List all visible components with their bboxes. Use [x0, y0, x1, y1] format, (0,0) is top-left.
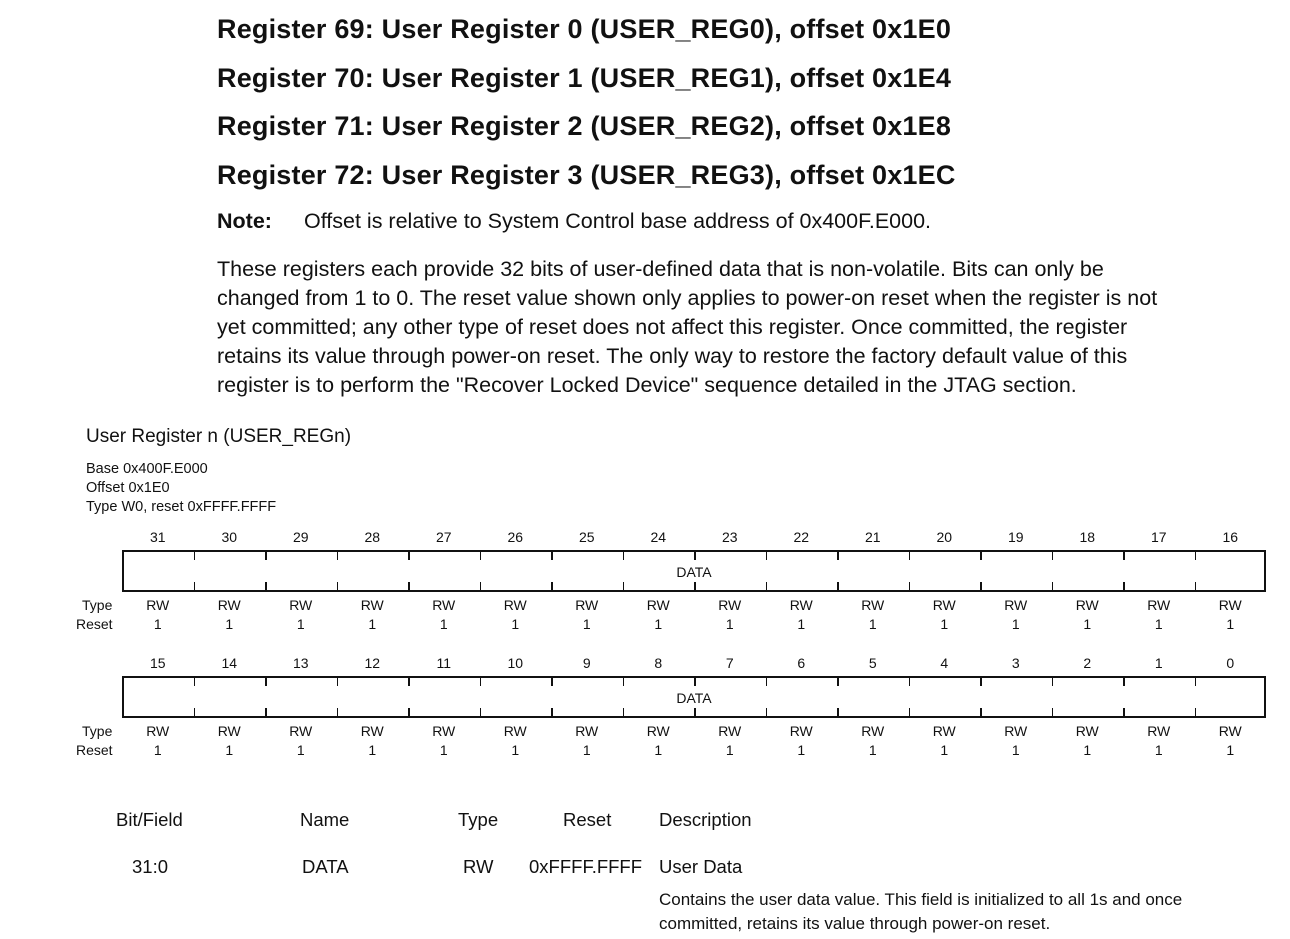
bit-type: RW [289, 723, 313, 739]
register-info [86, 460, 276, 517]
bit-type: RW [789, 723, 813, 739]
bit-number: 22 [793, 529, 810, 545]
note-label: Note: [217, 209, 272, 233]
bit-type: RW [1004, 723, 1028, 739]
bit-type: RW [1147, 723, 1171, 739]
bit-tick [265, 582, 267, 590]
bit-number: 20 [936, 529, 953, 545]
bit-type: RW [861, 723, 885, 739]
bit-tick [694, 552, 696, 560]
register-base: Base 0x400F.E000 [86, 461, 208, 477]
bit-number: 13 [292, 655, 309, 671]
field-label-data-lower: DATA [676, 690, 712, 706]
bit-type: RW [646, 597, 670, 613]
row-reset: 0xFFFF.FFFF [529, 856, 643, 877]
bit-reset: 1 [153, 616, 162, 632]
column-header-name: Name [300, 809, 350, 830]
field-label-data-upper: DATA [676, 564, 712, 580]
paragraph-line: retains its value through power-on reset. The only way to restore the factory default value of this [217, 344, 1128, 368]
bit-number: 31 [149, 529, 166, 545]
register-field-box-upper [122, 550, 1266, 592]
description-paragraph [217, 255, 1277, 400]
bit-number: 11 [436, 655, 452, 671]
bit-reset: 1 [511, 616, 520, 632]
bit-number: 28 [364, 529, 381, 545]
bit-number: 15 [149, 655, 166, 671]
bit-tick [837, 678, 839, 686]
bit-tick [980, 708, 982, 716]
bit-tick [766, 552, 768, 560]
bit-reset: 1 [797, 742, 806, 758]
bit-tick [480, 552, 482, 560]
bit-tick [551, 582, 553, 590]
bit-reset: 1 [439, 742, 448, 758]
bit-reset: 1 [225, 742, 234, 758]
bit-reset: 1 [153, 742, 162, 758]
bit-reset: 1 [511, 742, 520, 758]
note-text: Offset is relative to System Control base address of 0x400F.E000. [304, 209, 932, 233]
bit-number: 30 [221, 529, 238, 545]
bit-type: RW [432, 597, 456, 613]
bit-tick [408, 582, 410, 590]
bit-type: RW [718, 723, 742, 739]
bit-tick [551, 552, 553, 560]
column-header-type: Type [458, 809, 499, 830]
bit-reset: 1 [296, 742, 305, 758]
bit-type: RW [432, 723, 456, 739]
register-diagram-title: User Register n (USER_REGn) [86, 426, 352, 447]
bit-type: RW [1004, 597, 1028, 613]
bit-reset: 1 [654, 616, 663, 632]
bit-number: 9 [582, 655, 591, 671]
bit-tick [1123, 552, 1125, 560]
bit-tick [1195, 678, 1197, 686]
bit-number: 21 [864, 529, 881, 545]
bit-tick [194, 708, 196, 716]
bit-reset: 1 [868, 742, 877, 758]
bit-tick [1052, 708, 1054, 716]
bit-tick [265, 552, 267, 560]
bit-type: RW [575, 597, 599, 613]
bit-tick [551, 708, 553, 716]
bit-tick [408, 708, 410, 716]
register-offset: Offset 0x1E0 [86, 480, 170, 496]
bit-type: RW [503, 723, 527, 739]
bit-tick [1052, 582, 1054, 590]
bit-reset: 1 [439, 616, 448, 632]
bit-tick [1195, 582, 1197, 590]
bit-tick [694, 582, 696, 590]
bit-number: 23 [721, 529, 738, 545]
reset-row-label: Reset [76, 616, 113, 632]
bit-tick [1123, 582, 1125, 590]
row-type: RW [463, 856, 494, 877]
bit-number: 4 [940, 655, 949, 671]
description-detail-line: Contains the user data value. This field is initialized to all 1s and once [659, 890, 1183, 909]
bit-reset: 1 [940, 742, 949, 758]
bit-type: RW [1147, 597, 1171, 613]
bit-number: 3 [1011, 655, 1020, 671]
bit-reset: 1 [940, 616, 949, 632]
bit-tick [623, 582, 625, 590]
bit-reset: 1 [1226, 742, 1235, 758]
bit-tick [1123, 708, 1125, 716]
bit-reset: 1 [1154, 616, 1163, 632]
bit-reset: 1 [1011, 616, 1020, 632]
bit-reset: 1 [868, 616, 877, 632]
bit-type: RW [289, 597, 313, 613]
bit-type: RW [932, 723, 956, 739]
bit-tick [1195, 708, 1197, 716]
bit-tick [980, 582, 982, 590]
bit-type: RW [861, 597, 885, 613]
bit-number: 24 [650, 529, 667, 545]
bit-number: 6 [797, 655, 806, 671]
bit-type: RW [360, 723, 384, 739]
bit-reset: 1 [725, 616, 734, 632]
bit-type: RW [1218, 723, 1242, 739]
bit-tick [694, 678, 696, 686]
register-heading-69: Register 69: User Register 0 (USER_REG0), offset 0x1E0 [217, 14, 952, 44]
bit-tick [1052, 552, 1054, 560]
bit-reset: 1 [654, 742, 663, 758]
bit-tick [1195, 552, 1197, 560]
bit-number: 25 [578, 529, 595, 545]
bit-reset: 1 [368, 742, 377, 758]
bit-tick [980, 678, 982, 686]
bit-tick [766, 678, 768, 686]
description-detail-line: committed, retains its value through power-on reset. [659, 914, 1051, 933]
bit-type: RW [789, 597, 813, 613]
paragraph-line: These registers each provide 32 bits of user-defined data that is non-volatile. Bits can only be [217, 257, 1104, 281]
bit-number: 18 [1079, 529, 1096, 545]
bit-tick [623, 708, 625, 716]
register-field-box-lower [122, 676, 1266, 718]
bit-tick [265, 708, 267, 716]
bit-reset: 1 [1226, 616, 1235, 632]
bit-tick [909, 582, 911, 590]
row-description: User Data [659, 856, 743, 877]
bit-type: RW [146, 597, 170, 613]
row-name: DATA [302, 856, 349, 877]
bit-number: 26 [507, 529, 524, 545]
bit-reset: 1 [225, 616, 234, 632]
type-row-label: Type [82, 723, 113, 739]
bit-type: RW [1075, 723, 1099, 739]
register-heading-72: Register 72: User Register 3 (USER_REG3), offset 0x1EC [217, 160, 956, 190]
bit-tick [265, 678, 267, 686]
bit-tick [1052, 678, 1054, 686]
row-description-detail [659, 888, 1182, 936]
bit-tick [766, 708, 768, 716]
bit-reset: 1 [797, 616, 806, 632]
bit-type: RW [575, 723, 599, 739]
column-header-bitfield: Bit/Field [116, 809, 183, 830]
bit-number: 10 [507, 655, 524, 671]
bit-number: 29 [292, 529, 309, 545]
bit-reset: 1 [1154, 742, 1163, 758]
note [217, 209, 931, 234]
register-heading-70: Register 70: User Register 1 (USER_REG1), offset 0x1E4 [217, 63, 952, 93]
register-type-reset: Type W0, reset 0xFFFF.FFFF [86, 499, 277, 515]
bit-tick [337, 678, 339, 686]
bit-tick [480, 678, 482, 686]
bit-number: 1 [1154, 655, 1163, 671]
bit-tick [551, 678, 553, 686]
bit-reset: 1 [296, 616, 305, 632]
bit-reset: 1 [1011, 742, 1020, 758]
bit-tick [337, 552, 339, 560]
bit-tick [194, 678, 196, 686]
column-header-description: Description [659, 809, 752, 830]
bit-number: 17 [1150, 529, 1167, 545]
bit-reset: 1 [582, 742, 591, 758]
bit-tick [694, 708, 696, 716]
bit-number: 0 [1226, 655, 1235, 671]
bit-tick [909, 678, 911, 686]
bit-reset: 1 [1083, 616, 1092, 632]
bit-reset: 1 [582, 616, 591, 632]
bit-tick [837, 552, 839, 560]
bit-reset: 1 [725, 742, 734, 758]
bit-tick [623, 552, 625, 560]
bit-number: 7 [725, 655, 734, 671]
bit-tick [337, 582, 339, 590]
bit-number: 27 [435, 529, 452, 545]
bit-type: RW [646, 723, 670, 739]
bit-tick [766, 582, 768, 590]
register-heading-71: Register 71: User Register 2 (USER_REG2), offset 0x1E8 [217, 111, 952, 141]
bit-reset: 1 [368, 616, 377, 632]
type-row-label: Type [82, 597, 113, 613]
bit-number: 5 [868, 655, 877, 671]
bit-tick [337, 708, 339, 716]
bit-type: RW [217, 597, 241, 613]
bit-type: RW [146, 723, 170, 739]
bit-number: 19 [1007, 529, 1024, 545]
bit-number: 14 [221, 655, 238, 671]
bit-type: RW [932, 597, 956, 613]
bit-type: RW [503, 597, 527, 613]
bit-tick [909, 552, 911, 560]
bit-tick [194, 552, 196, 560]
bit-reset: 1 [1083, 742, 1092, 758]
bit-tick [623, 678, 625, 686]
bit-tick [408, 678, 410, 686]
bit-tick [1123, 678, 1125, 686]
bit-tick [408, 552, 410, 560]
bit-number: 16 [1222, 529, 1239, 545]
paragraph-line: yet committed; any other type of reset does not affect this register. Once committed, the register [217, 315, 1128, 339]
paragraph-line: changed from 1 to 0. The reset value shown only applies to power-on reset when the register is not [217, 286, 1158, 310]
bit-tick [837, 582, 839, 590]
bit-type: RW [217, 723, 241, 739]
bit-tick [837, 708, 839, 716]
bit-number: 12 [364, 655, 381, 671]
bit-type: RW [718, 597, 742, 613]
reset-row-label: Reset [76, 742, 113, 758]
row-bitfield: 31:0 [132, 856, 169, 877]
bit-tick [909, 708, 911, 716]
bit-type: RW [360, 597, 384, 613]
bit-type: RW [1218, 597, 1242, 613]
bit-tick [980, 552, 982, 560]
column-header-reset: Reset [563, 809, 612, 830]
paragraph-line: register is to perform the "Recover Locked Device" sequence detailed in the JTAG section. [217, 373, 1077, 397]
bit-number: 8 [654, 655, 663, 671]
bit-tick [480, 582, 482, 590]
bit-number: 2 [1083, 655, 1092, 671]
bit-tick [480, 708, 482, 716]
bit-tick [194, 582, 196, 590]
bit-type: RW [1075, 597, 1099, 613]
